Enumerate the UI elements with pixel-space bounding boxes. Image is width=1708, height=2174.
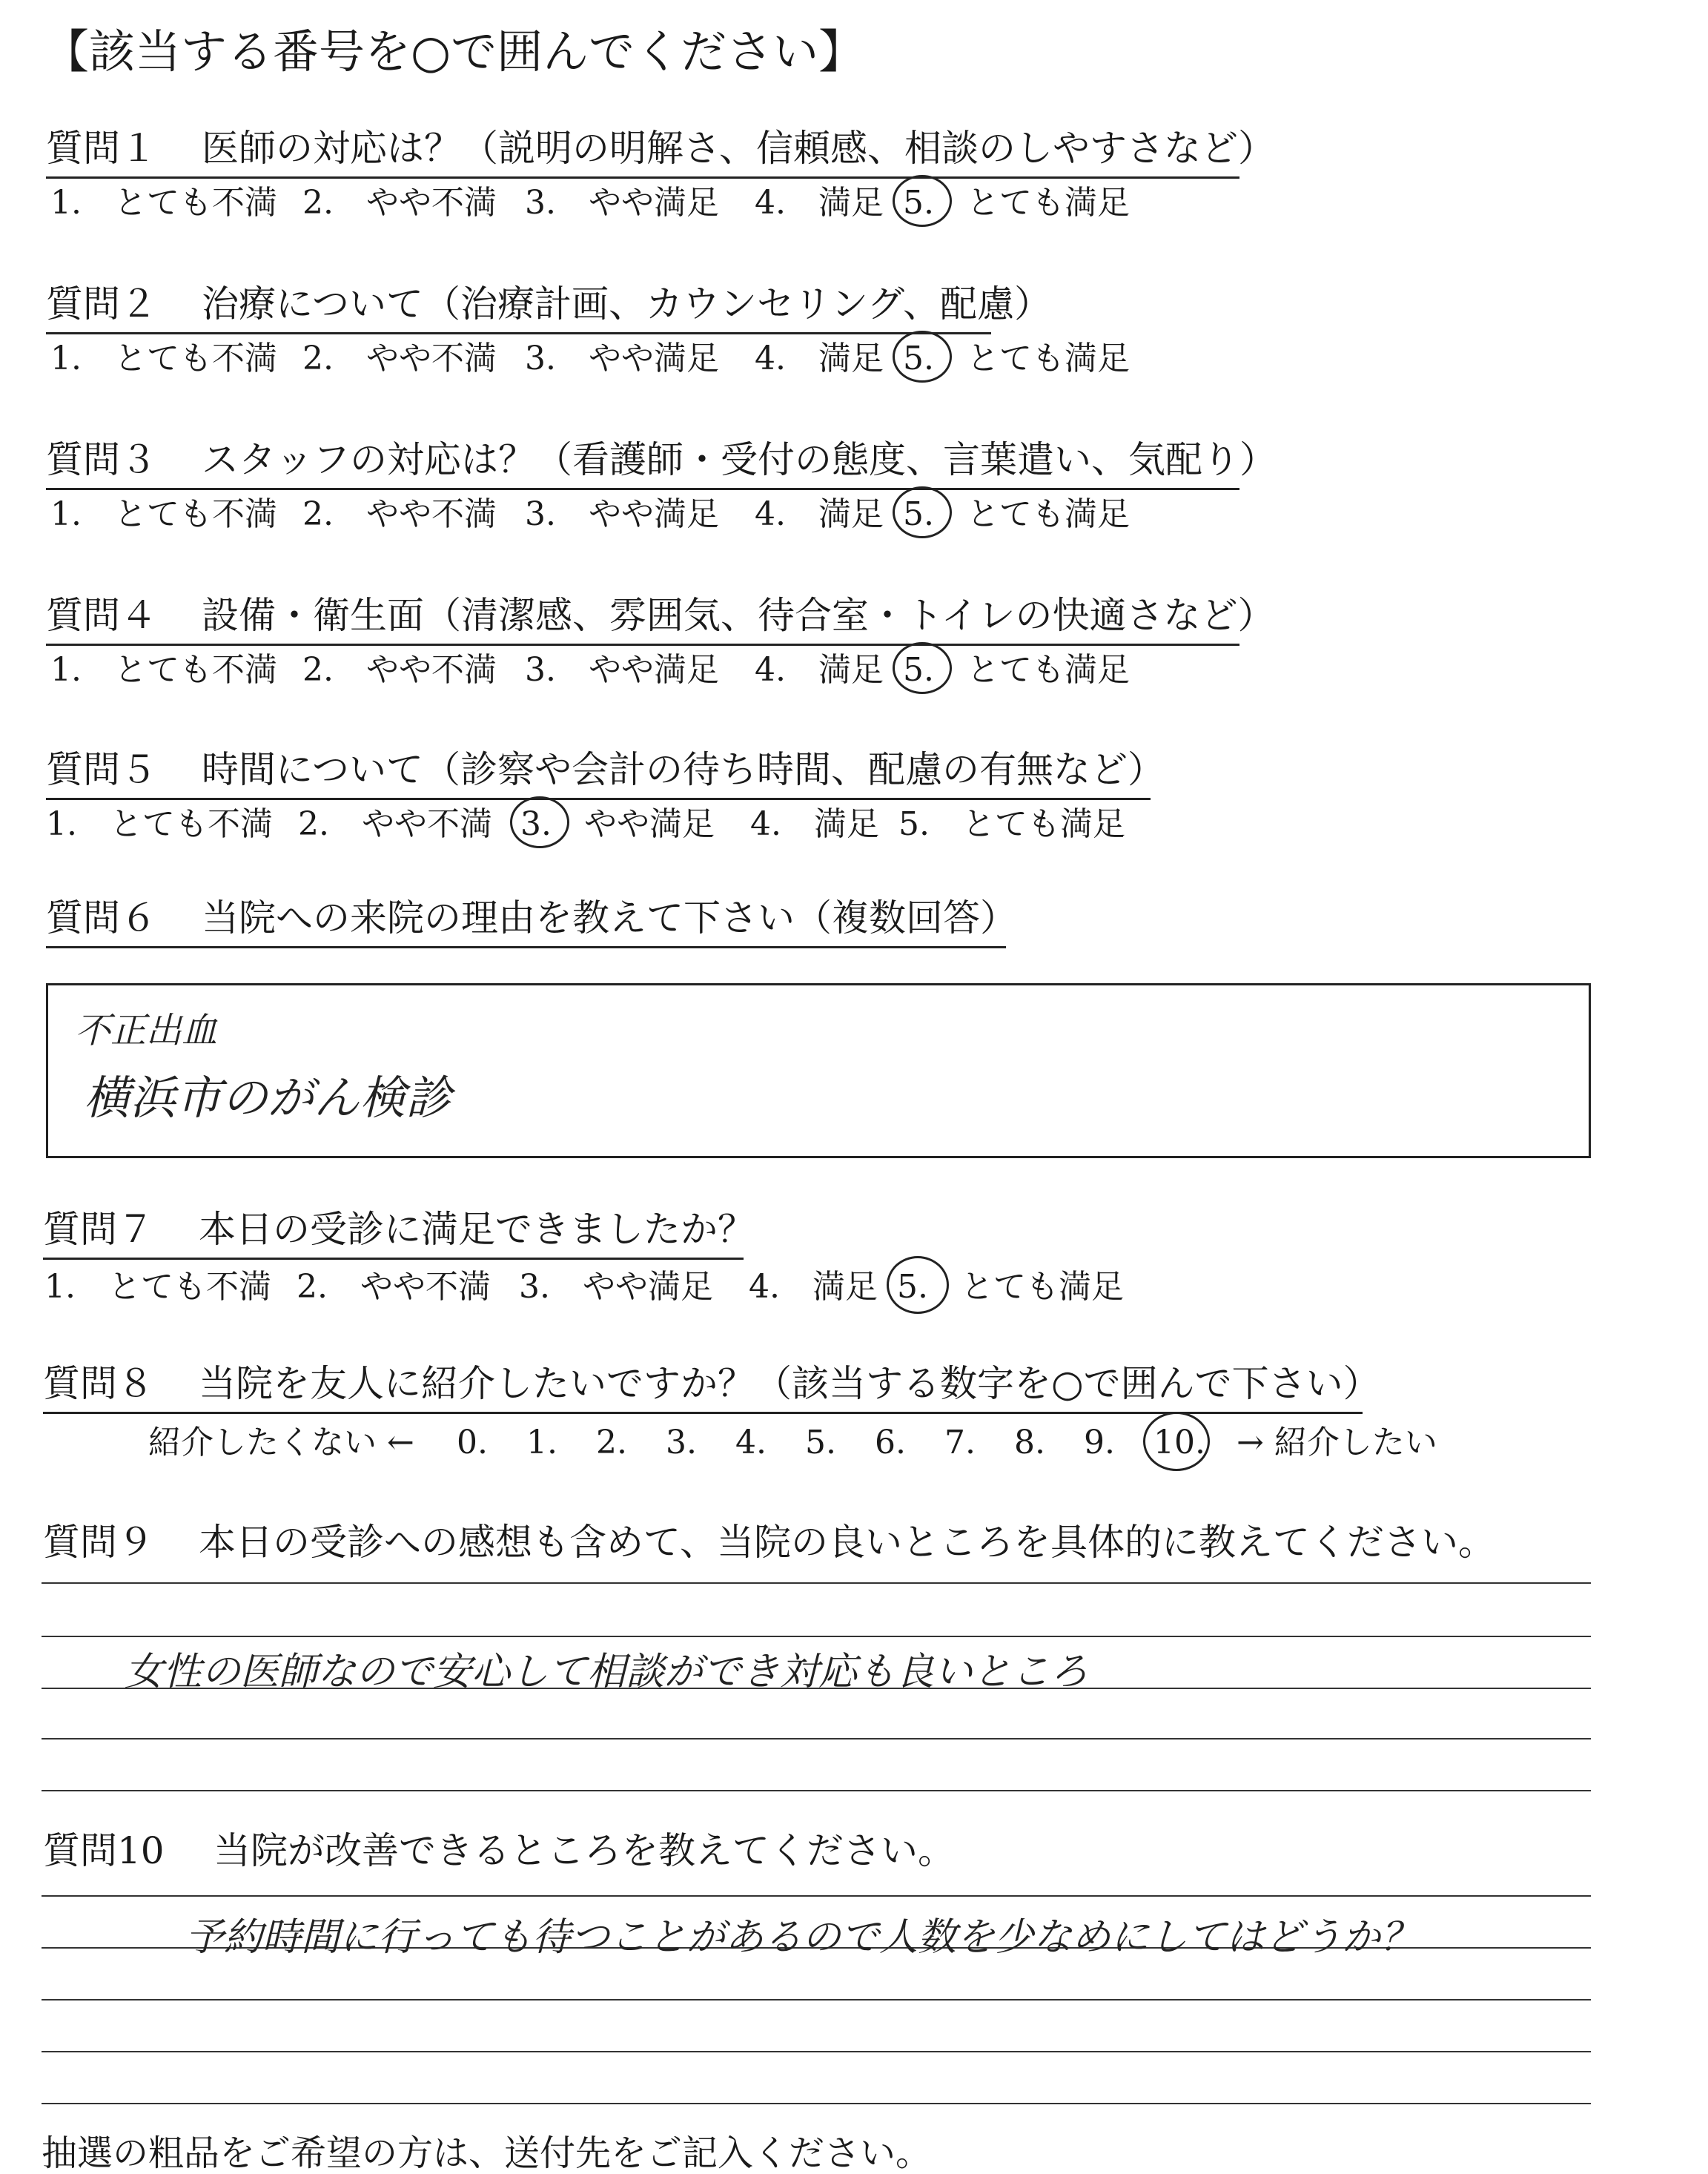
option-1[interactable]: 1. とても不満 (50, 495, 277, 533)
question-text: 当院を友人に紹介したいですか？（該当する数字を○で囲んで下さい） (199, 1362, 1380, 1405)
option-5[interactable]: 5. とても満足 (903, 495, 1130, 533)
question-10-title (43, 1827, 955, 1874)
question-text: 本日の受診への感想も含めて、当院の良いところを具体的に教えてください。 (199, 1521, 1495, 1564)
option-5[interactable]: 5. とても満足 (897, 1268, 1124, 1306)
question-9-title (43, 1519, 1495, 1566)
selection-circle (893, 175, 952, 227)
scale-8[interactable]: 8. (1014, 1424, 1045, 1461)
option-2[interactable]: 2. やや不満 (302, 495, 497, 533)
selection-circle (893, 331, 952, 383)
question-label: 質問４ (46, 594, 157, 637)
option-1[interactable]: 1. とても不満 (50, 340, 277, 377)
option-2[interactable]: 2. やや不満 (297, 1268, 491, 1306)
question-label: 質問７ (43, 1208, 154, 1251)
handwritten-answer-line1: 不正出血 (75, 1010, 218, 1051)
option-4[interactable]: 4. 満足 (755, 651, 884, 689)
scale-left-label: 紹介したくない ← (148, 1424, 414, 1461)
option-3[interactable]: 3. やや満足 (520, 805, 715, 843)
question-text: 時間について（診察や会計の待ち時間、配慮の有無など） (202, 748, 1165, 791)
scale-3[interactable]: 3. (666, 1424, 697, 1461)
option-3[interactable]: 3. やや満足 (525, 651, 719, 689)
question-5-title (46, 746, 1165, 800)
option-3[interactable]: 3. やや満足 (525, 184, 719, 222)
answer-line (42, 2103, 1591, 2104)
question-7-options (44, 1266, 1201, 1308)
option-1[interactable]: 1. とても不満 (44, 1268, 271, 1306)
answer-line (42, 1738, 1591, 1739)
option-3[interactable]: 3. やや満足 (525, 340, 719, 377)
scale-right-label: → 紹介したい (1237, 1424, 1437, 1461)
scale-4[interactable]: 4. (735, 1424, 767, 1461)
option-4[interactable]: 4. 満足 (749, 1268, 878, 1306)
question-2-title (46, 280, 1051, 334)
handwritten-answer-line2: 横浜市のがん検診 (84, 1071, 452, 1125)
scale-2[interactable]: 2. (596, 1424, 627, 1461)
option-5[interactable]: 5. とても満足 (903, 651, 1130, 689)
option-4[interactable]: 4. 満足 (750, 805, 879, 843)
option-5[interactable]: 5. とても満足 (903, 340, 1130, 377)
option-1[interactable]: 1. とても不満 (50, 184, 277, 222)
scale-6[interactable]: 6. (875, 1424, 906, 1461)
option-4[interactable]: 4. 満足 (755, 495, 884, 533)
question-label: 質問１ (46, 127, 157, 170)
answer-line (42, 1999, 1591, 2000)
answer-line (42, 1895, 1591, 1897)
question-1-options (50, 182, 1207, 224)
scale-5[interactable]: 5. (805, 1424, 836, 1461)
question-text: 医師の対応は？（説明の明解さ、信頼感、相談のしやすさなど） (202, 127, 1275, 170)
reason-answer-box[interactable] (46, 983, 1591, 1158)
selection-circle (1143, 1412, 1210, 1471)
scale-9[interactable]: 9. (1084, 1424, 1115, 1461)
page-title: 【該当する番号を○で囲んでください】 (43, 24, 865, 79)
question-text: 当院が改善できるところを教えてください。 (214, 1829, 955, 1872)
option-2[interactable]: 2. やや不満 (302, 651, 497, 689)
question-label: 質問８ (43, 1362, 154, 1405)
selection-circle (887, 1256, 949, 1314)
question-label: 質問10 (43, 1829, 165, 1872)
answer-line (42, 1636, 1591, 1637)
question-5-options (46, 804, 1202, 845)
scale-1[interactable]: 1. (526, 1424, 557, 1461)
question-2-options (50, 338, 1207, 380)
option-2[interactable]: 2. やや不満 (298, 805, 492, 843)
question-6-title (46, 894, 1017, 948)
question-4-options (50, 650, 1207, 691)
question-text: 治療について（治療計画、カウンセリング、配慮） (202, 283, 1051, 326)
option-1[interactable]: 1. とても不満 (50, 651, 277, 689)
option-4[interactable]: 4. 満足 (755, 340, 884, 377)
option-3[interactable]: 3. やや満足 (525, 495, 719, 533)
scale-10[interactable]: 10. (1153, 1424, 1205, 1461)
question-4-title (46, 592, 1275, 646)
option-4[interactable]: 4. 満足 (755, 184, 884, 222)
question-text: 設備・衛生面（清潔感、雰囲気、待合室・トイレの快適さなど） (202, 594, 1275, 637)
question-text: スタッフの対応は？（看護師・受付の態度、言葉遣い、気配り） (202, 438, 1277, 481)
handwritten-improvements: 予約時間に行っても待つことがあるので人数を少なめにしてはどうか？ (185, 1915, 1420, 1960)
question-3-title (46, 436, 1277, 490)
question-7-title (43, 1206, 755, 1260)
selection-circle (510, 796, 569, 848)
question-label: 質問３ (46, 438, 157, 481)
question-text: 当院への来院の理由を教えて下さい（複数回答） (202, 896, 1017, 939)
question-label: 質問６ (46, 896, 157, 939)
footer-note: 抽選の粗品をご希望の方は、送付先をご記入ください。 (42, 2132, 932, 2174)
option-5[interactable]: 5. とても満足 (898, 805, 1125, 843)
question-text: 本日の受診に満足できましたか？ (199, 1208, 755, 1251)
option-5[interactable]: 5. とても満足 (903, 184, 1130, 222)
answer-line (42, 2051, 1591, 2052)
option-1[interactable]: 1. とても不満 (46, 805, 273, 843)
answer-line (42, 1582, 1591, 1584)
question-label: 質問２ (46, 283, 157, 326)
selection-circle (893, 642, 952, 694)
option-3[interactable]: 3. やや満足 (519, 1268, 713, 1306)
handwritten-good-points: 女性の医師なので安心して相談ができ対応も良いところ (125, 1650, 1089, 1694)
selection-circle (893, 486, 952, 538)
question-3-options (50, 494, 1207, 535)
scale-0[interactable]: 0. (457, 1424, 488, 1461)
option-2[interactable]: 2. やや不満 (302, 184, 497, 222)
scale-7[interactable]: 7. (944, 1424, 976, 1461)
question-1-title (46, 125, 1275, 179)
option-2[interactable]: 2. やや不満 (302, 340, 497, 377)
question-8-title (43, 1360, 1380, 1414)
question-label: 質問９ (43, 1521, 154, 1564)
answer-line (42, 1790, 1591, 1791)
question-label: 質問５ (46, 748, 157, 791)
referral-scale (148, 1422, 1468, 1464)
